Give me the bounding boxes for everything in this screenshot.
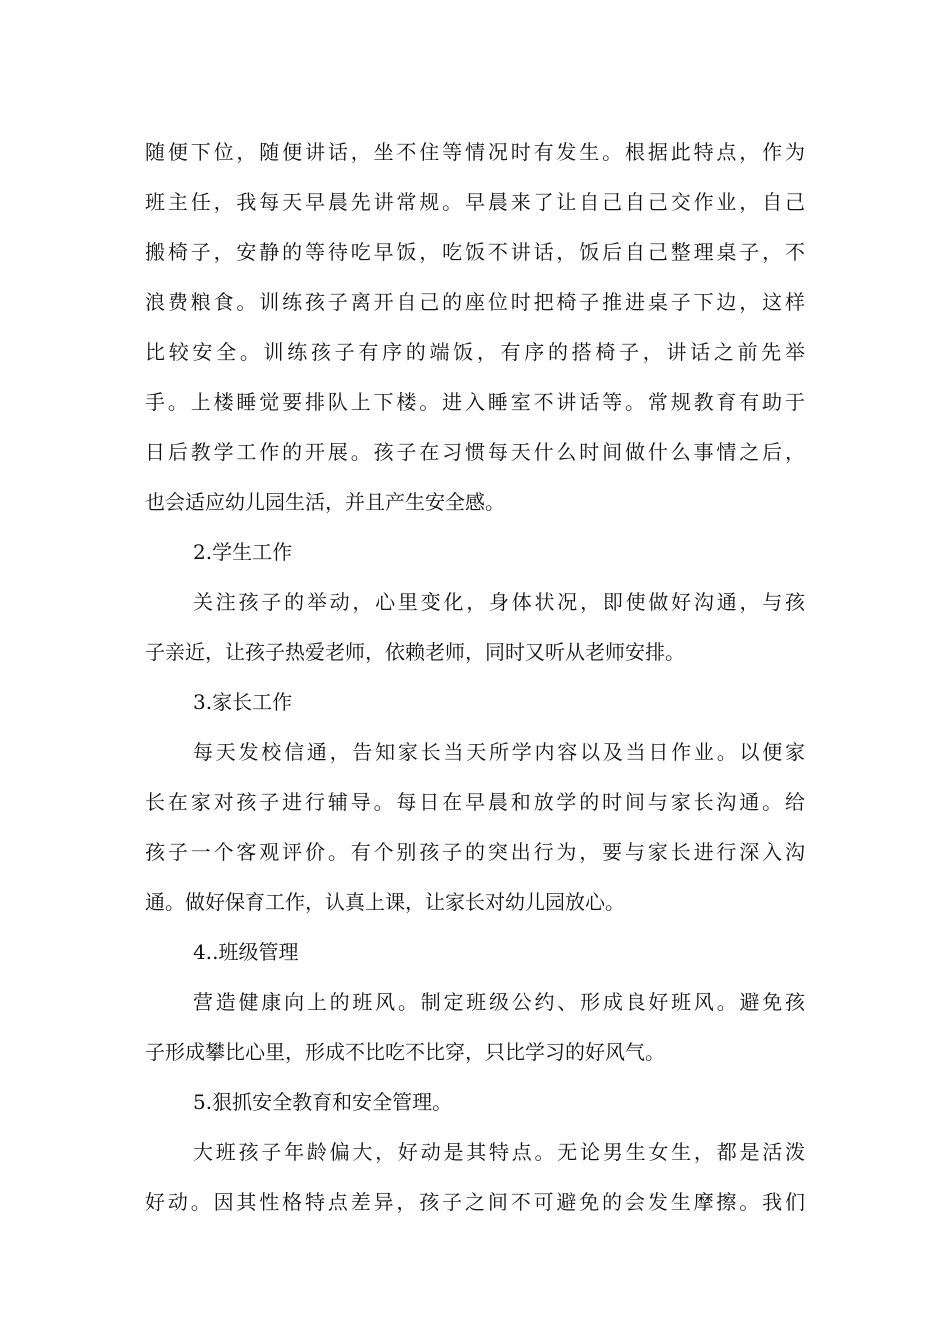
section-heading-student-work: 2.学生工作	[193, 540, 293, 564]
text-line: 每天发校信通，告知家长当天所学内容以及当日作业。以便家	[193, 740, 805, 764]
text-line: 长在家对孩子进行辅导。每日在早晨和放学的时间与家长沟通。给	[145, 790, 805, 814]
text-line: 营造健康向上的班风。制定班级公约、形成良好班风。避免孩	[193, 990, 805, 1014]
text-line: 子亲近，让孩子热爱老师，依赖老师，同时又听从老师安排。	[145, 640, 685, 664]
text-line: 通。做好保育工作，认真上课，让家长对幼儿园放心。	[145, 890, 625, 914]
text-line: 子形成攀比心里，形成不比吃不比穿，只比学习的好风气。	[145, 1040, 665, 1064]
text-line: 随便下位，随便讲话，坐不住等情况时有发生。根据此特点，作为	[145, 140, 805, 164]
text-line: 好动。因其性格特点差异，孩子之间不可避免的会发生摩擦。我们	[145, 1190, 805, 1214]
text-line: 孩子一个客观评价。有个别孩子的突出行为，要与家长进行深入沟	[145, 840, 805, 864]
text-line: 手。上楼睡觉要排队上下楼。进入睡室不讲话等。常规教育有助于	[145, 390, 805, 414]
text-line: 比较安全。训练孩子有序的端饭，有序的搭椅子，讲话之前先举	[145, 340, 805, 364]
text-line: 大班孩子年龄偏大，好动是其特点。无论男生女生，都是活泼	[193, 1140, 805, 1164]
text-line: 关注孩子的举动，心里变化，身体状况，即使做好沟通，与孩	[193, 590, 805, 614]
section-heading-parent-work: 3.家长工作	[193, 690, 293, 714]
text-line: 日后教学工作的开展。孩子在习惯每天什么时间做什么事情之后，	[145, 440, 805, 464]
text-line: 搬椅子，安静的等待吃早饭，吃饭不讲话，饭后自己整理桌子，不	[145, 240, 805, 264]
text-line: 班主任，我每天早晨先讲常规。早晨来了让自己自己交作业，自己	[145, 190, 805, 214]
section-heading-class-management: 4..班级管理	[193, 940, 299, 964]
text-line: 也会适应幼儿园生活，并且产生安全感。	[145, 490, 505, 514]
text-line: 浪费粮食。训练孩子离开自己的座位时把椅子推进桌子下边，这样	[145, 290, 805, 314]
section-heading-safety: 5.狠抓安全教育和安全管理。	[193, 1090, 453, 1114]
